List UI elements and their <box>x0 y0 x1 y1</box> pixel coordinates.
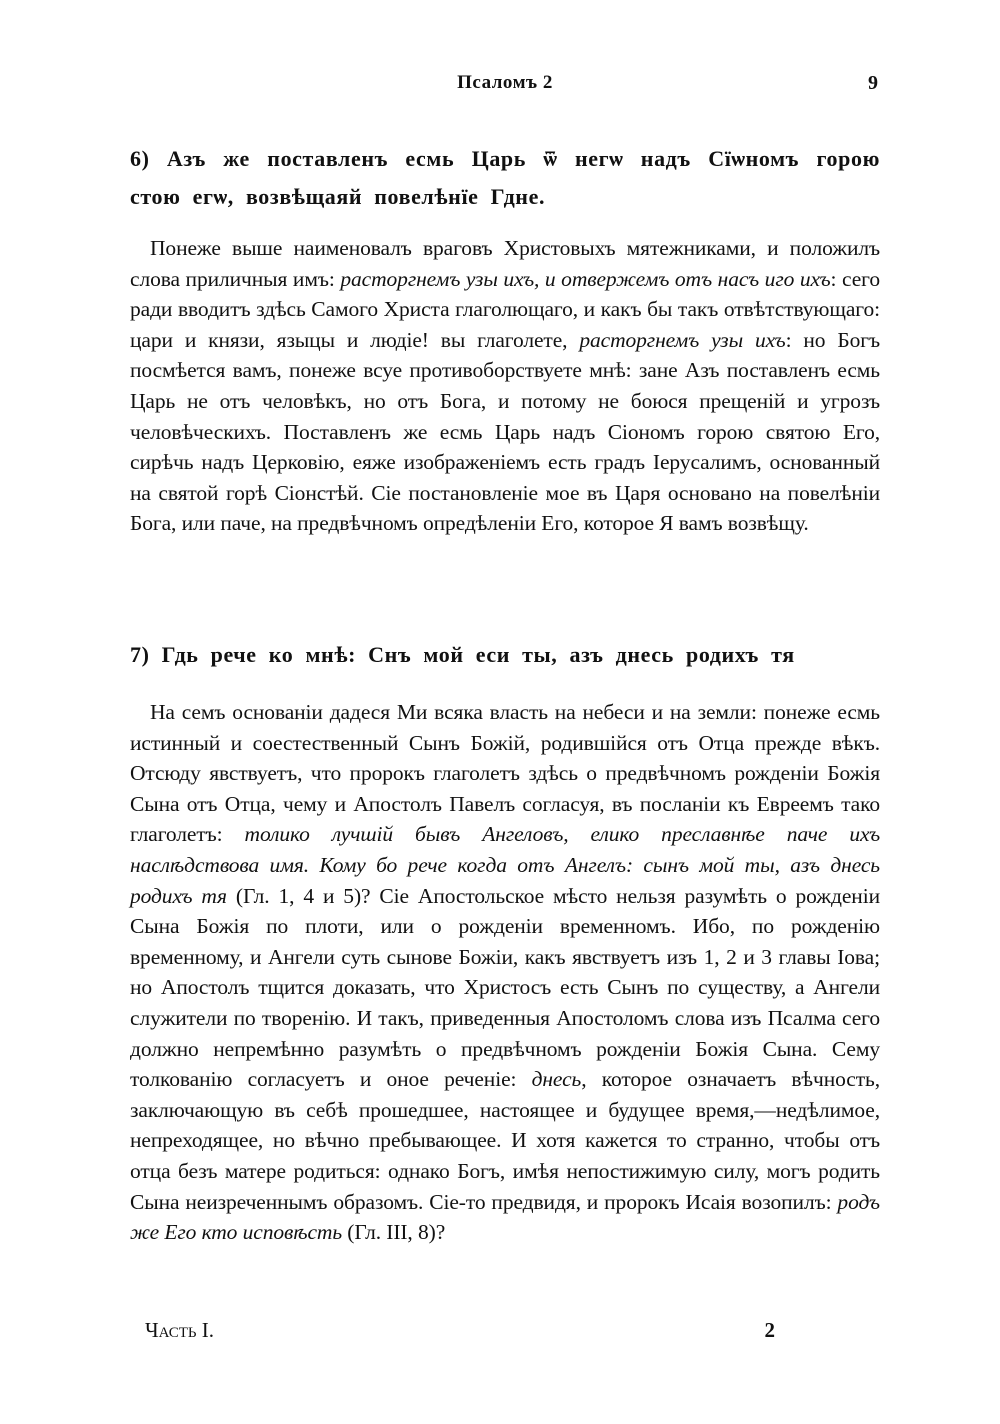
text-segment: На семъ основаніи дадеся Ми всяка власть на небеси и на земли: понеже есмь истинный и соестественный Сынъ Божій, родившійся отъ Отца прежде вѣкъ. Отсюду явствуетъ, что пророкъ глаголетъ здѣсь о предвѣчномъ рожденіи Божія Сына отъ Отца, чему и Апостолъ Павелъ согласуя, въ посланіи къ Евреемъ тако глаголетъ: <box>130 700 880 847</box>
text-segment: , которое означаетъ вѣчность, заключающую въ себѣ прошедшее, настоящее и будущее время,—недѣлимое, непреходящее, но вѣчно пребывающее. И хотя кажется то странно, чтобы отъ отца безъ матере родиться: однако Богъ, имѣя непостижимую силу, могъ родить Сына неизреченнымъ образомъ. Сіе-то предвидя, и пророкъ Исаія возопилъ: <box>130 1067 881 1214</box>
text-segment: : сего ради вводитъ здѣсь Самого Христа глаголющаго, и какъ бы такъ отвѣтствующаго: цари и князи, языцы и людіе! вы глаголете, <box>130 266 880 352</box>
quote-segment: расторгнемъ узы ихъ, и отвержемъ отъ насъ иго ихъ <box>340 266 831 291</box>
quote-segment: днесь <box>531 1067 582 1092</box>
text-segment: Понеже выше наименовалъ враговъ Христовыхъ мятежниками, и положилъ слова приличныя имъ: <box>130 236 880 291</box>
text-segment: (Гл. III, 8)? <box>342 1220 446 1245</box>
quote-segment: расторгнемъ узы ихъ <box>579 327 786 352</box>
quote-segment: толико лучшій бывъ Ангеловъ, елико преславнѣе паче ихъ наслѣдствова имя. Кому бо рече когда отъ Ангелъ: сынъ мой ты, азъ днесь родихъ тя <box>130 822 881 908</box>
verse-number: 7) <box>130 642 150 667</box>
text-segment: (Гл. 1, 4 и 5)? Сіе Апостольское мѣсто нельзя разумѣть о рожденіи Сына Божія по плоти, или о рожденіи временномъ. Ибо, по рожденію временному, и Ангели суть сынове Божіи, какъ явствуетъ изъ 1, 2 и 3 главы Іова; но Апостолъ тщится доказать, что Христосъ есть Сынъ по существу, а Ангели служители по творенію. И такъ, приведенныя Апостоломъ слова изъ Псалма сего должно непремѣнно разумѣть о предвѣчномъ рожденіи Божія Сына. Сему толкованію согласуетъ и оное реченіе: <box>130 883 880 1092</box>
verse-text: Азъ же поставленъ есмь Царь ѿ негѡ надъ Сїѡномъ горою стою егѡ, возвѣщаяй повелѣнїе Гдне. <box>130 146 880 209</box>
signature-label: Часть I. <box>145 1318 215 1342</box>
verse-text: Гдь рече ко мнѣ: Снъ мой еси ты, азъ днесь родихъ тя <box>161 642 795 667</box>
quote-segment: родъ же Его кто исповѣсть <box>130 1189 880 1245</box>
running-title: Псаломъ 2 <box>457 72 553 93</box>
verse-number: 6) <box>130 146 150 171</box>
text-segment: : но Богъ посмѣется вамъ, понеже всуе противоборствуете мнѣ: зане Азъ поставленъ есмь Царь не отъ человѣкъ, но отъ Бога, и потому не боюся прещеній и угрозъ человѣческихъ. Поставленъ же есмь Царь надъ Сіономъ горою святою Его, сирѣчь надъ Церковію, еяже изображеніемъ есть градъ Іерусалимъ, основанный на святой горѣ Сіонстѣй. Сіе постановленіе мое въ Царя основано на повелѣніи Бога, или паче, на предвѣчномъ опредѣленіи Его, которое Я вамъ возвѣщу. <box>130 327 880 536</box>
commentary-paragraph <box>130 233 880 539</box>
verse-7 <box>130 636 880 674</box>
commentary-paragraph <box>130 697 880 1248</box>
page-number: 9 <box>868 72 878 94</box>
signature-number: 2 <box>764 1318 775 1342</box>
verse-6 <box>130 140 880 216</box>
page-header <box>130 72 880 102</box>
page-footer <box>145 1318 775 1348</box>
